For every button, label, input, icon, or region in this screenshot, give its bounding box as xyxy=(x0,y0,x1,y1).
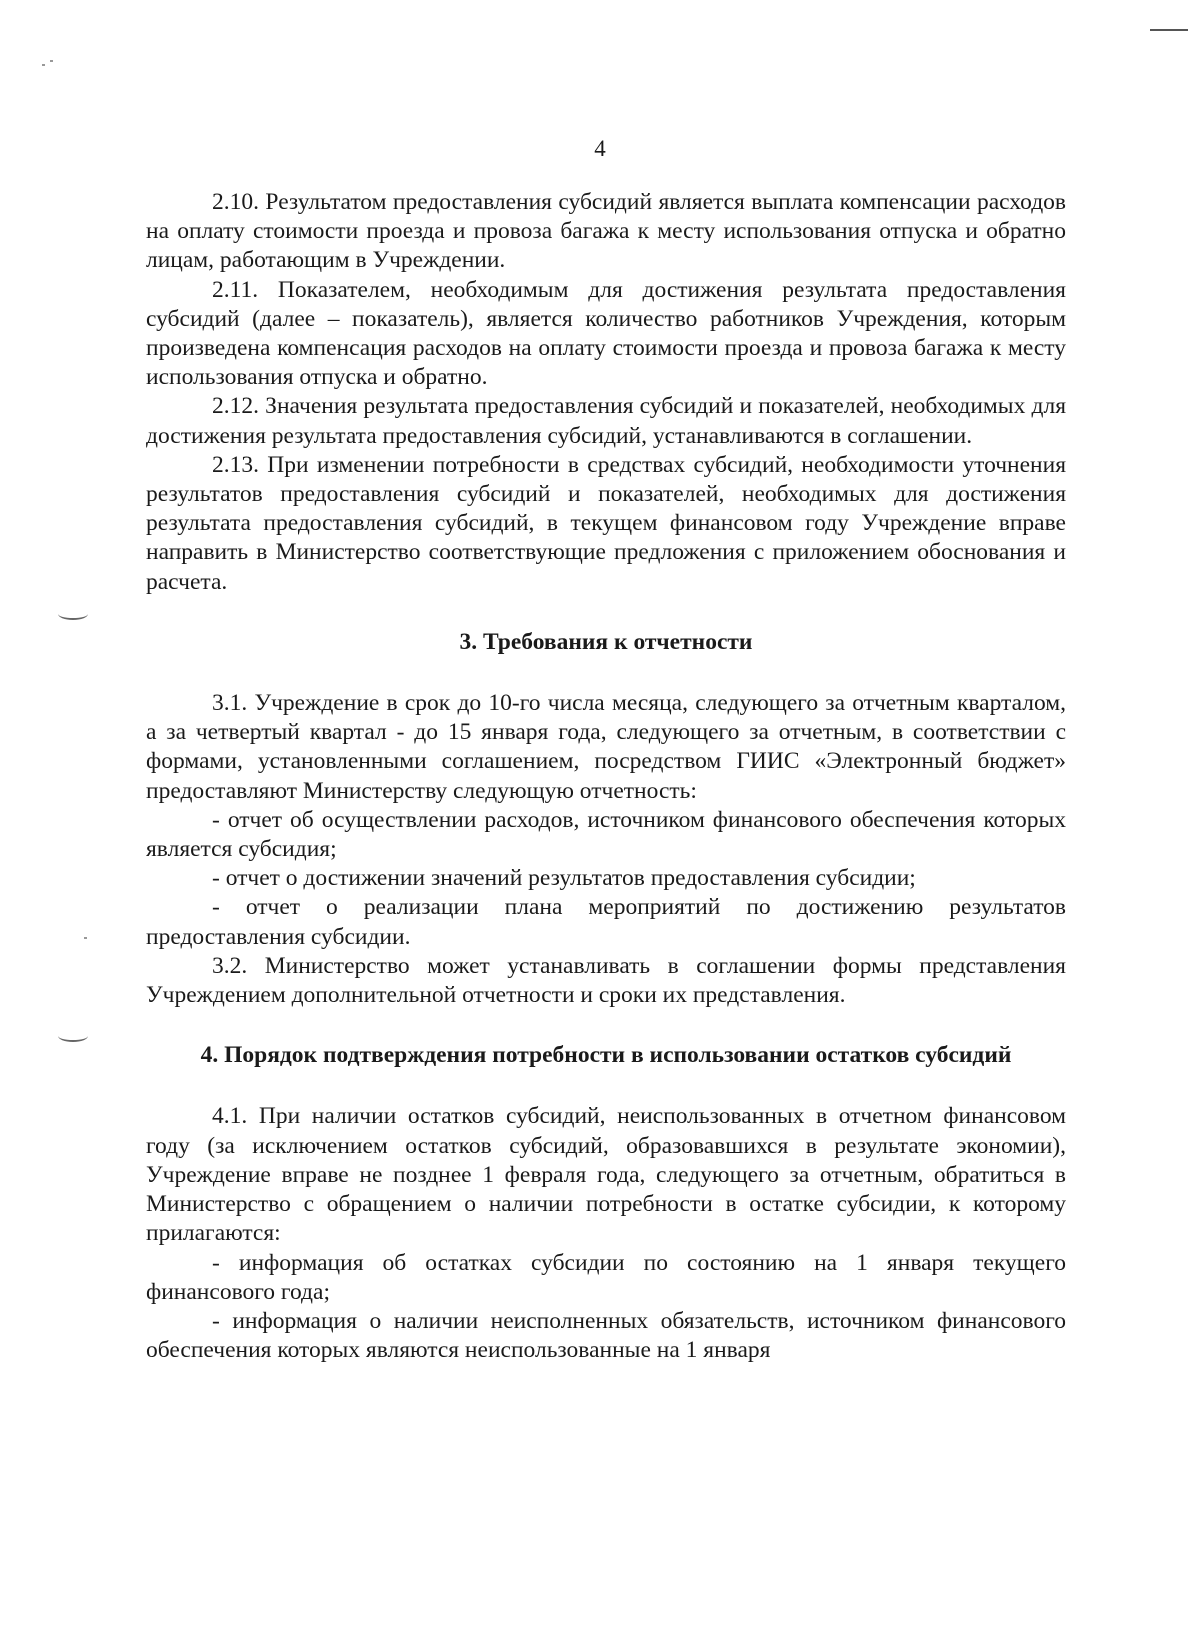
paragraph-2-13: 2.13. При изменении потребности в средствах субсидий, необходимости уточнения результатов предоставления субсидий и показателей, необходимых для достижения результата предоставления субсидий, в текущем финансовом году Учреждение вправе направить в Министерство соответствующие предложения с приложением обоснования и расчета. xyxy=(146,451,1066,595)
scan-artifact-mark xyxy=(58,1030,88,1042)
paragraph-2-12: 2.12. Значения результата предоставления субсидий и показателей, необходимых для достижения результата предоставления субсидий, устанавливаются в соглашении. xyxy=(146,393,1066,449)
list-item-report-plan: - отчет о реализации плана мероприятий по достижению результатов предоставления субсидии. xyxy=(146,894,1066,950)
scan-artifact-dot xyxy=(42,64,45,66)
list-item-report-expenses: - отчет об осуществлении расходов, источником финансового обеспечения которых является субсидия; xyxy=(146,806,1066,863)
list-item-info-obligations: - информация о наличии неисполненных обязательств, источником финансового обеспечения которых являются неиспользованные на 1 января xyxy=(146,1307,1066,1364)
scan-artifact-mark xyxy=(58,608,88,620)
paragraph-2-10: 2.10. Результатом предоставления субсидий является выплата компенсации расходов на оплату стоимости проезда и провоза багажа к месту использования отпуска и обратно лицам, работающим в Учреждении. xyxy=(146,189,1066,274)
paragraph-3-1: 3.1. Учреждение в срок до 10-го числа месяца, следующего за отчетным кварталом, а за четвертый квартал - до 15 января года, следующего за отчетным, в соответствии с формами, установленными соглашением, посредством ГИИС «Электронный бюджет» предоставляют Министерству следующую отчетность: xyxy=(146,690,1066,804)
page-number: 4 xyxy=(594,136,606,161)
list-item-report-results: - отчет о достижении значений результатов предоставления субсидии; xyxy=(212,865,916,892)
paragraph-4-1: 4.1. При наличии остатков субсидий, неиспользованных в отчетном финансовом году (за исключением остатков субсидий, образовавшихся в результате экономии), Учреждение вправе не позднее 1 февраля года, следующего за отчетным, обратиться в Министерство с обращением о наличии потребности в остатке субсидии, к которому прилагаются: xyxy=(146,1103,1066,1247)
scan-artifact-dot xyxy=(50,60,53,62)
section-heading-4: 4. Порядок подтверждения потребности в использовании остатков субсидий xyxy=(200,1042,1012,1069)
scan-artifact-dot xyxy=(84,937,87,939)
document-body xyxy=(146,188,1066,1365)
paragraph-3-2: 3.2. Министерство может устанавливать в соглашении формы представления Учреждением дополнительной отчетности и сроки их представления. xyxy=(146,952,1066,1009)
paragraph-2-11: 2.11. Показателем, необходимым для достижения результата предоставления субсидий (далее – показатель), является количество работников Учреждения, которым произведена компенсация расходов на оплату стоимости проезда и провоза багажа к месту использования отпуска и обратно. xyxy=(146,276,1066,391)
scan-artifact-line xyxy=(1150,29,1188,31)
section-heading-3: 3. Требования к отчетности xyxy=(459,628,753,655)
list-item-info-remainders: - информация об остатках субсидии по состоянию на 1 января текущего финансового года; xyxy=(146,1249,1066,1305)
